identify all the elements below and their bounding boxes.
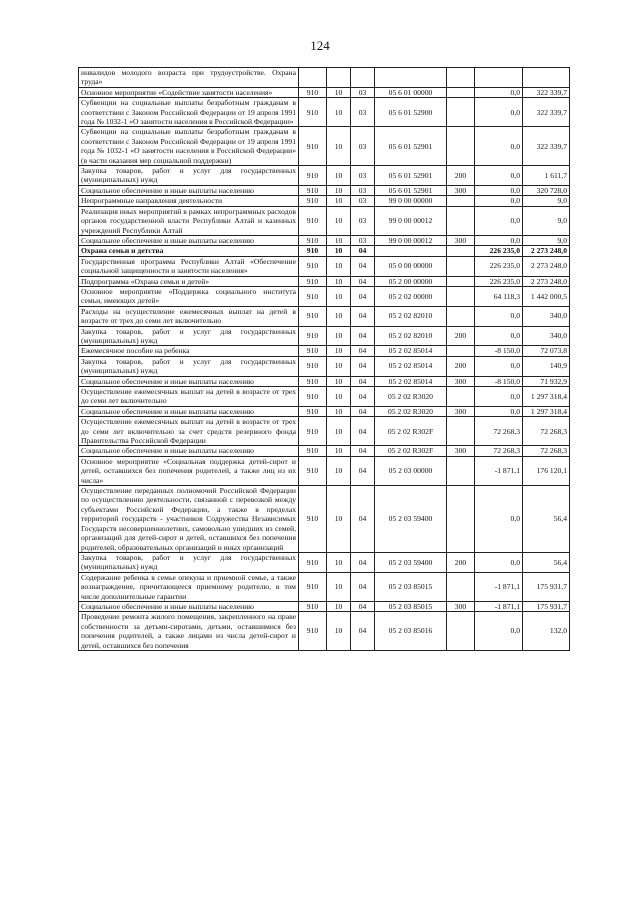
table-row xyxy=(79,612,570,651)
section-cell: 10 xyxy=(327,572,351,601)
amount-change-cell: 226 235,0 xyxy=(475,256,523,276)
amount-change-cell: 0,0 xyxy=(475,387,523,407)
expense-type-cell xyxy=(447,612,475,651)
subsection-cell xyxy=(351,68,375,88)
table-row xyxy=(79,446,570,456)
row-name-cell: Социальное обеспечение и иные выплаты населению xyxy=(79,185,299,195)
amount-change-cell: 64 118,3 xyxy=(475,286,523,306)
section-cell: 10 xyxy=(327,376,351,386)
target-article-cell: 05 2 03 59400 xyxy=(375,486,447,553)
row-name-cell: Подпрограмма «Охрана семьи и детей» xyxy=(79,276,299,286)
expense-type-cell xyxy=(447,456,475,485)
amount-total-cell: 340,0 xyxy=(523,326,570,346)
amount-total-cell: 2 273 248,0 xyxy=(523,256,570,276)
row-name-cell: Социальное обеспечение и иные выплаты населению xyxy=(79,601,299,611)
section-cell: 10 xyxy=(327,406,351,416)
subsection-cell: 04 xyxy=(351,326,375,346)
expense-type-cell: 300 xyxy=(447,406,475,416)
grbs-cell: 910 xyxy=(299,612,327,651)
subsection-cell: 04 xyxy=(351,376,375,386)
amount-total-cell: 175 931,7 xyxy=(523,601,570,611)
amount-change-cell: 0,0 xyxy=(475,552,523,572)
amount-change-cell: 226 235,0 xyxy=(475,246,523,256)
row-name-cell: Ежемесячное пособие на ребенка xyxy=(79,346,299,356)
table-row xyxy=(79,127,570,166)
section-cell: 10 xyxy=(327,552,351,572)
expense-type-cell xyxy=(447,98,475,127)
amount-change-cell xyxy=(475,68,523,88)
section-cell: 10 xyxy=(327,127,351,166)
grbs-cell: 910 xyxy=(299,286,327,306)
table-row xyxy=(79,68,570,88)
amount-change-cell: 226 235,0 xyxy=(475,276,523,286)
subsection-cell: 03 xyxy=(351,235,375,245)
amount-change-cell: -1 871,1 xyxy=(475,572,523,601)
grbs-cell: 910 xyxy=(299,417,327,446)
target-article-cell: 05 2 00 00000 xyxy=(375,276,447,286)
section-cell: 10 xyxy=(327,286,351,306)
table-row xyxy=(79,166,570,186)
amount-total-cell: 1 442 000,5 xyxy=(523,286,570,306)
subsection-cell: 04 xyxy=(351,306,375,326)
row-name-cell: Социальное обеспечение и иные выплаты населению xyxy=(79,235,299,245)
subsection-cell: 03 xyxy=(351,87,375,97)
section-cell: 10 xyxy=(327,356,351,376)
amount-total-cell: 1 611,7 xyxy=(523,166,570,186)
table-row xyxy=(79,356,570,376)
subsection-cell: 03 xyxy=(351,206,375,235)
table-row xyxy=(79,406,570,416)
grbs-cell: 910 xyxy=(299,346,327,356)
table-row xyxy=(79,387,570,407)
subsection-cell: 04 xyxy=(351,601,375,611)
target-article-cell: 05 2 02 R302F xyxy=(375,446,447,456)
amount-total-cell: 322 339,7 xyxy=(523,98,570,127)
section-cell: 10 xyxy=(327,306,351,326)
expense-type-cell xyxy=(447,306,475,326)
target-article-cell: 05 6 01 52901 xyxy=(375,185,447,195)
row-name-cell: Социальное обеспечение и иные выплаты населению xyxy=(79,446,299,456)
expense-type-cell: 300 xyxy=(447,376,475,386)
grbs-cell: 910 xyxy=(299,185,327,195)
target-article-cell xyxy=(375,68,447,88)
section-cell: 10 xyxy=(327,87,351,97)
amount-change-cell: 0,0 xyxy=(475,206,523,235)
expense-type-cell xyxy=(447,68,475,88)
row-name-cell: Основное мероприятие «Социальная поддержка детей-сирот и детей, оставшихся без попечения родителей, а также лиц из их числа» xyxy=(79,456,299,485)
row-name-cell: Закупка товаров, работ и услуг для государственных (муниципальных) нужд xyxy=(79,552,299,572)
amount-total-cell xyxy=(523,68,570,88)
table-row xyxy=(79,206,570,235)
row-name-cell: Основное мероприятие «Содействие занятости населения» xyxy=(79,87,299,97)
expense-type-cell xyxy=(447,486,475,553)
expense-type-cell xyxy=(447,572,475,601)
subsection-cell: 04 xyxy=(351,486,375,553)
amount-change-cell: 0,0 xyxy=(475,306,523,326)
grbs-cell: 910 xyxy=(299,356,327,376)
amount-change-cell: 0,0 xyxy=(475,326,523,346)
row-name-cell: Осуществление ежемесячных выплат на детей в возрасте от трех до семи лет включительно xyxy=(79,387,299,407)
row-name-cell: Социальное обеспечение и иные выплаты населению xyxy=(79,376,299,386)
expense-type-cell xyxy=(447,346,475,356)
target-article-cell: 05 6 01 52900 xyxy=(375,98,447,127)
target-article-cell: 05 6 01 52901 xyxy=(375,166,447,186)
subsection-cell: 04 xyxy=(351,346,375,356)
table-row xyxy=(79,306,570,326)
section-cell: 10 xyxy=(327,256,351,276)
subsection-cell: 03 xyxy=(351,166,375,186)
table-row xyxy=(79,196,570,206)
amount-change-cell: 72 268,3 xyxy=(475,446,523,456)
expense-type-cell: 300 xyxy=(447,235,475,245)
amount-total-cell: 132,0 xyxy=(523,612,570,651)
amount-change-cell: -1 871,1 xyxy=(475,456,523,485)
table-row xyxy=(79,235,570,245)
expense-type-cell xyxy=(447,246,475,256)
grbs-cell: 910 xyxy=(299,456,327,485)
row-name-cell: Осуществление переданных полномочий Российской Федерации по осуществлению деятельности, связанной с перевозкой между субъектами Российской Федерации, а также в пределах территорий государств - участников Содружества Независимых Государств несовершеннолетних, самовольно ушедших из семей, организаций для детей-сирот и детей, оставшихся без попечения родителей, образовательных организаций и иных организаций xyxy=(79,486,299,553)
table-row xyxy=(79,246,570,256)
section-cell: 10 xyxy=(327,185,351,195)
amount-change-cell: -8 150,0 xyxy=(475,376,523,386)
amount-total-cell: 72 268,3 xyxy=(523,417,570,446)
subsection-cell: 04 xyxy=(351,356,375,376)
table-row xyxy=(79,456,570,485)
row-name-cell: инвалидов молодого возраста при трудоустройстве. Охрана труда» xyxy=(79,68,299,88)
subsection-cell: 04 xyxy=(351,246,375,256)
subsection-cell: 04 xyxy=(351,572,375,601)
amount-total-cell: 72 073,8 xyxy=(523,346,570,356)
target-article-cell: 05 2 02 R302F xyxy=(375,417,447,446)
row-name-cell: Охрана семьи и детства xyxy=(79,246,299,256)
target-article-cell: 05 2 02 R3020 xyxy=(375,406,447,416)
target-article-cell: 05 2 03 59400 xyxy=(375,552,447,572)
row-name-cell: Закупка товаров, работ и услуг для государственных (муниципальных) нужд xyxy=(79,326,299,346)
amount-change-cell: 0,0 xyxy=(475,196,523,206)
expense-type-cell xyxy=(447,286,475,306)
grbs-cell: 910 xyxy=(299,87,327,97)
expense-type-cell: 300 xyxy=(447,601,475,611)
expense-type-cell: 300 xyxy=(447,446,475,456)
amount-total-cell: 9,0 xyxy=(523,235,570,245)
target-article-cell: 99 0 00 00012 xyxy=(375,235,447,245)
grbs-cell: 910 xyxy=(299,98,327,127)
grbs-cell: 910 xyxy=(299,127,327,166)
amount-change-cell: 0,0 xyxy=(475,235,523,245)
amount-change-cell: -1 871,1 xyxy=(475,601,523,611)
amount-change-cell: 0,0 xyxy=(475,185,523,195)
amount-change-cell: -8 150,0 xyxy=(475,346,523,356)
target-article-cell: 05 2 02 85014 xyxy=(375,356,447,376)
target-article-cell: 05 2 02 00000 xyxy=(375,286,447,306)
grbs-cell: 910 xyxy=(299,306,327,326)
row-name-cell: Субвенции на социальные выплаты безработным гражданам в соответствии с Законом Российской Федерации от 19 апреля 1991 года № 1032-1 «О занятости населения в Российской Федерации» (в части оказания мер социальной поддержки) xyxy=(79,127,299,166)
amount-change-cell: 0,0 xyxy=(475,406,523,416)
subsection-cell: 04 xyxy=(351,406,375,416)
grbs-cell: 910 xyxy=(299,376,327,386)
target-article-cell: 05 2 02 85014 xyxy=(375,346,447,356)
row-name-cell: Субвенции на социальные выплаты безработным гражданам в соответствии с Законом Российской Федерации от 19 апреля 1991 года № 1032-1 «О занятости населения в Российской Федерации» xyxy=(79,98,299,127)
target-article-cell: 05 2 03 00000 xyxy=(375,456,447,485)
target-article-cell: 05 2 03 85015 xyxy=(375,601,447,611)
subsection-cell: 04 xyxy=(351,417,375,446)
amount-total-cell: 1 297 318,4 xyxy=(523,387,570,407)
expense-type-cell xyxy=(447,387,475,407)
page-number: 124 xyxy=(310,38,330,53)
subsection-cell: 04 xyxy=(351,286,375,306)
subsection-cell: 04 xyxy=(351,387,375,407)
row-name-cell: Закупка товаров, работ и услуг для государственных (муниципальных) нужд xyxy=(79,356,299,376)
expense-type-cell xyxy=(447,206,475,235)
amount-total-cell: 2 273 248,0 xyxy=(523,246,570,256)
subsection-cell: 04 xyxy=(351,552,375,572)
target-article-cell: 05 2 02 R3020 xyxy=(375,387,447,407)
section-cell: 10 xyxy=(327,417,351,446)
amount-total-cell: 322 339,7 xyxy=(523,127,570,166)
target-article-cell: 05 2 02 85014 xyxy=(375,376,447,386)
table-row xyxy=(79,346,570,356)
subsection-cell: 03 xyxy=(351,196,375,206)
row-name-cell: Проведение ремонта жилого помещения, закрепленного на праве собственности за детьми-сиротами, детьми, оставшимися без попечения родителей, а также лицами из числа детей-сирот и детей, оставшихся без попечения xyxy=(79,612,299,651)
subsection-cell: 04 xyxy=(351,612,375,651)
grbs-cell: 910 xyxy=(299,326,327,346)
target-article-cell: 05 2 03 85015 xyxy=(375,572,447,601)
grbs-cell xyxy=(299,68,327,88)
target-article-cell: 05 6 01 52901 xyxy=(375,127,447,166)
section-cell: 10 xyxy=(327,166,351,186)
target-article-cell: 05 6 01 00000 xyxy=(375,87,447,97)
grbs-cell: 910 xyxy=(299,406,327,416)
table-row xyxy=(79,572,570,601)
expense-type-cell xyxy=(447,256,475,276)
row-name-cell: Содержание ребенка в семье опекуна и приемной семье, а также вознаграждение, причитающееся приемному родителю, в том числе дополнительные гарантии xyxy=(79,572,299,601)
section-cell: 10 xyxy=(327,326,351,346)
budget-table xyxy=(78,67,570,651)
expense-type-cell xyxy=(447,417,475,446)
table-row xyxy=(79,98,570,127)
target-article-cell: 05 0 00 00000 xyxy=(375,256,447,276)
grbs-cell: 910 xyxy=(299,196,327,206)
amount-total-cell: 9,0 xyxy=(523,206,570,235)
amount-change-cell: 0,0 xyxy=(475,87,523,97)
subsection-cell: 04 xyxy=(351,276,375,286)
section-cell: 10 xyxy=(327,98,351,127)
expense-type-cell: 300 xyxy=(447,185,475,195)
amount-total-cell: 322 339,7 xyxy=(523,87,570,97)
expense-type-cell xyxy=(447,276,475,286)
amount-total-cell: 2 273 248,0 xyxy=(523,276,570,286)
grbs-cell: 910 xyxy=(299,387,327,407)
table-row xyxy=(79,185,570,195)
row-name-cell: Непрограммные направления деятельности xyxy=(79,196,299,206)
table-row xyxy=(79,326,570,346)
section-cell: 10 xyxy=(327,346,351,356)
section-cell: 10 xyxy=(327,601,351,611)
row-name-cell: Осуществление ежемесячных выплат на детей в возрасте от трех до семи лет включительно за счет средств резервного фонда Правительства Российской Федерации xyxy=(79,417,299,446)
table-row xyxy=(79,552,570,572)
expense-type-cell xyxy=(447,127,475,166)
grbs-cell: 910 xyxy=(299,572,327,601)
amount-change-cell: 0,0 xyxy=(475,127,523,166)
amount-total-cell: 72 268,3 xyxy=(523,446,570,456)
amount-total-cell: 175 931,7 xyxy=(523,572,570,601)
amount-total-cell: 320 728,0 xyxy=(523,185,570,195)
grbs-cell: 910 xyxy=(299,486,327,553)
expense-type-cell: 200 xyxy=(447,326,475,346)
grbs-cell: 910 xyxy=(299,235,327,245)
expense-type-cell xyxy=(447,196,475,206)
subsection-cell: 04 xyxy=(351,446,375,456)
grbs-cell: 910 xyxy=(299,206,327,235)
grbs-cell: 910 xyxy=(299,601,327,611)
row-name-cell: Государственная программа Республики Алтай «Обеспечение социальной защищенности и занятости населения» xyxy=(79,256,299,276)
expense-type-cell: 200 xyxy=(447,166,475,186)
table-row xyxy=(79,286,570,306)
section-cell: 10 xyxy=(327,235,351,245)
row-name-cell: Реализация иных мероприятий в рамках непрограммных расходов органов государственной власти Республики Алтай и казенных учреждений Республики Алтай xyxy=(79,206,299,235)
subsection-cell: 03 xyxy=(351,98,375,127)
target-article-cell: 99 0 00 00000 xyxy=(375,196,447,206)
amount-total-cell: 56,4 xyxy=(523,552,570,572)
grbs-cell: 910 xyxy=(299,552,327,572)
subsection-cell: 03 xyxy=(351,185,375,195)
section-cell xyxy=(327,68,351,88)
expense-type-cell: 200 xyxy=(447,552,475,572)
target-article-cell: 05 2 02 82010 xyxy=(375,306,447,326)
section-cell: 10 xyxy=(327,486,351,553)
amount-total-cell: 140,9 xyxy=(523,356,570,376)
amount-total-cell: 56,4 xyxy=(523,486,570,553)
expense-type-cell: 200 xyxy=(447,356,475,376)
subsection-cell: 04 xyxy=(351,256,375,276)
section-cell: 10 xyxy=(327,456,351,485)
table-row xyxy=(79,87,570,97)
row-name-cell: Закупка товаров, работ и услуг для государственных (муниципальных) нужд xyxy=(79,166,299,186)
amount-change-cell: 0,0 xyxy=(475,612,523,651)
grbs-cell: 910 xyxy=(299,276,327,286)
grbs-cell: 910 xyxy=(299,256,327,276)
table-row xyxy=(79,376,570,386)
grbs-cell: 910 xyxy=(299,446,327,456)
grbs-cell: 910 xyxy=(299,246,327,256)
target-article-cell xyxy=(375,246,447,256)
table-row xyxy=(79,276,570,286)
table-row xyxy=(79,417,570,446)
target-article-cell: 99 0 00 00012 xyxy=(375,206,447,235)
table-row xyxy=(79,486,570,553)
amount-change-cell: 0,0 xyxy=(475,166,523,186)
table-row xyxy=(79,601,570,611)
section-cell: 10 xyxy=(327,612,351,651)
section-cell: 10 xyxy=(327,196,351,206)
amount-total-cell: 1 297 318,4 xyxy=(523,406,570,416)
amount-total-cell: 9,0 xyxy=(523,196,570,206)
subsection-cell: 04 xyxy=(351,456,375,485)
amount-change-cell: 0,0 xyxy=(475,98,523,127)
amount-total-cell: 340,0 xyxy=(523,306,570,326)
target-article-cell: 05 2 02 82010 xyxy=(375,326,447,346)
subsection-cell: 03 xyxy=(351,127,375,166)
target-article-cell: 05 2 03 85016 xyxy=(375,612,447,651)
row-name-cell: Социальное обеспечение и иные выплаты населению xyxy=(79,406,299,416)
grbs-cell: 910 xyxy=(299,166,327,186)
row-name-cell: Основное мероприятие «Поддержка социального института семьи, имеющих детей» xyxy=(79,286,299,306)
row-name-cell: Расходы на осуществление ежемесячных выплат на детей в возрасте от трех до семи лет включительно xyxy=(79,306,299,326)
table-row xyxy=(79,256,570,276)
amount-total-cell: 71 932,9 xyxy=(523,376,570,386)
section-cell: 10 xyxy=(327,246,351,256)
amount-change-cell: 0,0 xyxy=(475,486,523,553)
amount-total-cell: 176 120,1 xyxy=(523,456,570,485)
section-cell: 10 xyxy=(327,206,351,235)
section-cell: 10 xyxy=(327,276,351,286)
section-cell: 10 xyxy=(327,446,351,456)
expense-type-cell xyxy=(447,87,475,97)
section-cell: 10 xyxy=(327,387,351,407)
amount-change-cell: 0,0 xyxy=(475,356,523,376)
amount-change-cell: 72 268,3 xyxy=(475,417,523,446)
